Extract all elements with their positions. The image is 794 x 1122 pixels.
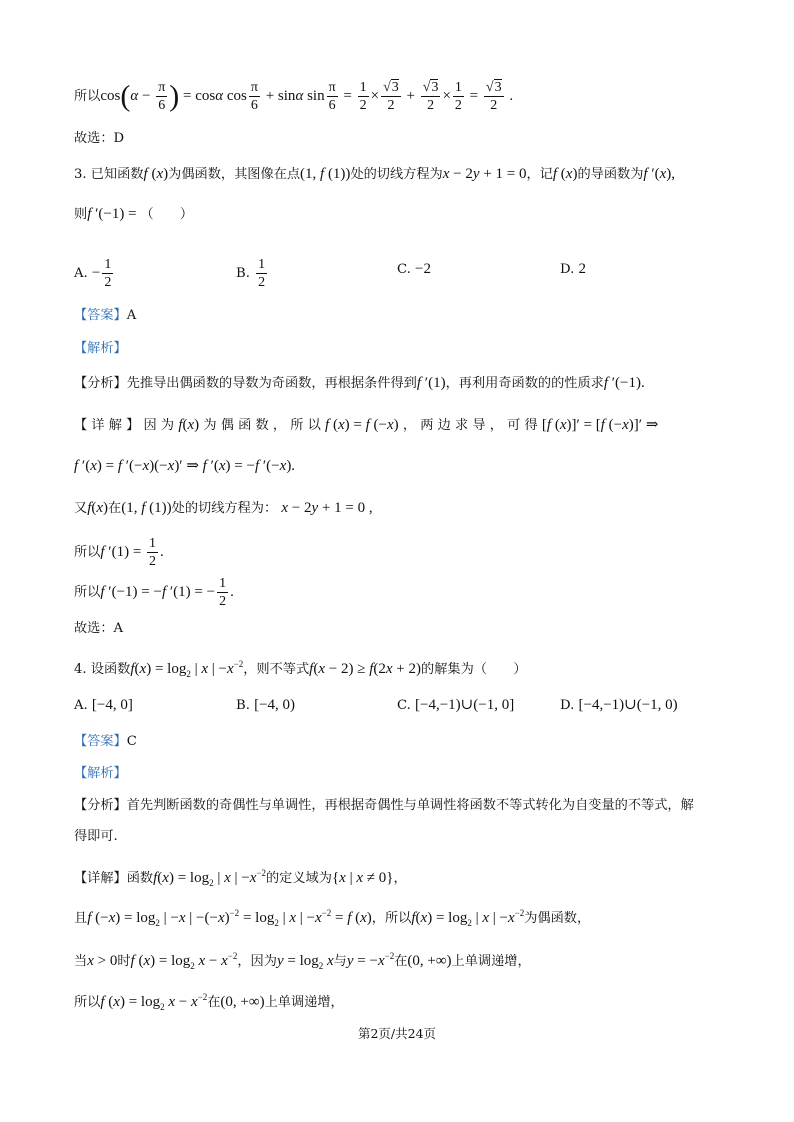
detail-a: 函数 bbox=[126, 871, 154, 886]
even-eq: f (x) = f (−x) bbox=[325, 417, 399, 433]
q3-option-d[interactable] bbox=[560, 258, 586, 281]
q4-answer bbox=[74, 731, 734, 753]
q4-text-c: 的解集为（ ） bbox=[421, 662, 527, 677]
q4-detail-3 bbox=[74, 945, 734, 977]
interval: (0, +∞) bbox=[407, 953, 452, 969]
answer-tag: 【答案】 bbox=[74, 734, 127, 749]
y-log: $y = \log_2 x$ bbox=[276, 953, 334, 971]
q3-text-a: 已知函数 bbox=[90, 167, 144, 182]
l2a: 且 bbox=[74, 911, 88, 926]
option-value: −2 bbox=[415, 261, 431, 277]
detail-a: 因 为 bbox=[143, 418, 175, 433]
option-label: C. bbox=[397, 698, 411, 713]
fx-again: $f(x) = \log_2$ | x | $-x^{-2}$ bbox=[411, 908, 525, 928]
q4-option-c[interactable] bbox=[397, 694, 514, 717]
page-footer: 第2页/共24页 bbox=[357, 1026, 437, 1041]
q3-fx: f (x) bbox=[143, 166, 169, 182]
q3-paren: （ ） bbox=[140, 207, 194, 222]
domain-set: {x | x ≠ 0} bbox=[331, 870, 394, 886]
q3-detail-1 bbox=[74, 414, 734, 437]
option-value: − $\frac{1}{2}$ bbox=[91, 257, 112, 290]
l4b: 在 bbox=[207, 995, 221, 1010]
option-label: B. bbox=[236, 698, 250, 713]
pt-m: (1, f (1)) bbox=[121, 500, 172, 516]
fenxi-text-a: 先推导出偶函数的导数为奇函数，再根据条件得到 bbox=[126, 376, 417, 391]
q3-fx2: f (x) bbox=[552, 166, 578, 182]
q3-detail-2 bbox=[74, 455, 734, 478]
l3d: 与 bbox=[333, 954, 347, 969]
y-pow: $y = -x^{-2}$ bbox=[346, 951, 395, 969]
text-prefix: 所以 bbox=[74, 89, 101, 104]
q4-option-a[interactable] bbox=[74, 694, 133, 717]
q4-number: 4. bbox=[74, 662, 87, 677]
q3-analysis-tag bbox=[74, 338, 734, 360]
cos-identity-line bbox=[74, 74, 734, 119]
option-value: $\frac{1}{2}$ bbox=[258, 257, 266, 290]
option-label: D. bbox=[560, 698, 575, 713]
fx-math: f(x) bbox=[178, 417, 200, 433]
you-c: 处的切线方程为： bbox=[171, 501, 278, 516]
q4-option-d[interactable] bbox=[560, 694, 678, 717]
q3-option-c[interactable] bbox=[397, 258, 431, 281]
option-value: [−4,−1)∪(−1, 0) bbox=[578, 697, 678, 713]
q4-fenxi bbox=[74, 795, 734, 817]
option-label: B. bbox=[236, 265, 250, 281]
fp1-m: f ′(1) = $\frac{1}{2}$ . bbox=[100, 536, 164, 570]
option-label: D. bbox=[560, 262, 575, 277]
q3-text-e: 的导函数为 bbox=[577, 167, 644, 182]
l3f: 上单调递增， bbox=[451, 954, 531, 969]
q3-detail-3 bbox=[74, 497, 734, 520]
interval2: (0, +∞) bbox=[220, 994, 265, 1010]
answer-value: C bbox=[126, 734, 137, 749]
so-a: 所以 bbox=[74, 545, 101, 560]
l3c: ，因为 bbox=[237, 954, 277, 969]
q3-text-d: ，记 bbox=[526, 167, 553, 182]
fprime-neg1: f ′(−1). bbox=[603, 375, 645, 391]
even-proof: f $(-x) = \log_2$ | −x | $-(-x)^{-2} = \log_2$ | x | $-x^{-2} = f$ (x) bbox=[87, 908, 372, 928]
l4c: 上单调递增， bbox=[264, 995, 344, 1010]
q3-number: 3. bbox=[74, 167, 87, 182]
l2c: 为偶函数， bbox=[524, 911, 591, 926]
q3-detail-4 bbox=[74, 534, 734, 571]
q3-option-b[interactable] bbox=[236, 256, 269, 291]
answer-choice-d: 故选：D bbox=[74, 131, 125, 146]
q4-fenxi-2: 得即可. bbox=[74, 829, 118, 844]
q4-text-b: ，则不等式 bbox=[243, 662, 310, 677]
deriv-chain: f ′(x) = f ′(−x)(−x)′ ⇒ f ′(x) = −f ′(−x). bbox=[74, 458, 296, 474]
q3-fenxi bbox=[74, 372, 734, 395]
analysis-tag: 【解析】 bbox=[74, 766, 127, 781]
tan-m: x − 2y + 1 = 0 , bbox=[281, 500, 373, 516]
option-label: A. bbox=[74, 265, 88, 281]
option-value: [−4,−1)∪(−1, 0] bbox=[415, 697, 515, 713]
q4-detail-4 bbox=[74, 986, 734, 1018]
x-pos: x > 0 bbox=[87, 953, 118, 969]
option-label: C. bbox=[397, 262, 411, 277]
l3e: 在 bbox=[394, 954, 408, 969]
q3-point: (1, f (1)) bbox=[300, 166, 351, 182]
fenxi-text-b: ，再利用奇函数的的性质求 bbox=[445, 376, 604, 391]
l4a: 所以 bbox=[74, 995, 101, 1010]
option-value: [−4, 0) bbox=[254, 697, 296, 713]
cos-formula: cos(α − $\frac{\pi}{6}$ ) = cosα cos $\frac{\pi}{6}$ + sinα sin $\frac{\pi}{6}$ = $\frac{1}{2}$ × $\frac{√3}{2}$ + $\frac{√3}{2}$ × $\frac{1}{2}$ = $\frac{√3}{2}$ . bbox=[100, 79, 514, 114]
fenxi-text: 首先判断函数的奇偶性与单调性，再根据奇偶性与单调性将函数不等式转化为自变量的不等式，解 bbox=[126, 798, 694, 813]
answer-value: A bbox=[126, 308, 137, 323]
fx-pos2: f $(x) = \log_2 x - x^{-2}$ bbox=[100, 992, 208, 1012]
fenxi-tag: 【分析】 bbox=[74, 376, 127, 391]
q3-text-b: 为偶函数，其图像在点 bbox=[168, 167, 301, 182]
q3-tangent: x − 2y + 1 = 0 bbox=[442, 166, 527, 182]
q4-detail-1: 【详解】函数$f(x) = \log_2$ | x | $-x^{-2}$的定义域为{x | x ≠ 0}， bbox=[74, 868, 407, 888]
option-label: A. bbox=[74, 698, 88, 713]
detail-b: 的定义域为 bbox=[266, 871, 332, 886]
fpn1-m: f ′(−1) = −f ′(1) = − $\frac{1}{2}$ . bbox=[100, 576, 234, 610]
detail-tag: 【 详 解 】 bbox=[74, 418, 140, 433]
q4-fx: $f(x) = \log_2$ | x | $-x^{-2}$ bbox=[130, 659, 244, 679]
deriv-eq: [f (x)]′ = [f (−x)]′ ⇒ bbox=[541, 417, 659, 433]
so-b: 所以 bbox=[74, 585, 101, 600]
detail-c: ， 两 边 求 导 ， 可 得 bbox=[402, 418, 538, 433]
q3-option-a[interactable] bbox=[74, 256, 115, 291]
q3-text-f: 则 bbox=[74, 207, 88, 222]
q3-choice: 故选：A bbox=[74, 621, 124, 636]
q3-text-c: 处的切线方程为 bbox=[350, 167, 443, 182]
option-value: 2 bbox=[578, 261, 586, 277]
l2b: ，所以 bbox=[371, 911, 412, 926]
q3-stem-2 bbox=[74, 203, 734, 226]
you-b: 在 bbox=[108, 501, 122, 516]
fx-m: f(x) bbox=[87, 500, 109, 516]
q3-answer bbox=[74, 305, 734, 327]
q4-text-a: 设函数 bbox=[90, 662, 131, 677]
l3b: 时 bbox=[117, 954, 131, 969]
fprime-1: f ′(1) bbox=[416, 375, 446, 391]
q4-stem bbox=[74, 653, 734, 685]
q3-detail-5 bbox=[74, 574, 734, 611]
q4-ineq: f(x − 2) ≥ f(2x + 2) bbox=[309, 661, 422, 677]
q4-analysis-tag bbox=[74, 763, 734, 785]
detail-b: 为 偶 函 数 ， 所 以 bbox=[203, 418, 321, 433]
q3-fprime: f ′(x), bbox=[643, 166, 676, 182]
answer-tag: 【答案】 bbox=[74, 308, 127, 323]
fx-pos: f $(x) = \log_2 x - x^{-2}$ bbox=[130, 951, 238, 971]
q4-fx-def: $f(x) = \log_2$ | x | $-x^{-2}$ bbox=[153, 868, 266, 888]
l3a: 当 bbox=[74, 954, 88, 969]
q3-fprime-neg1: f ′(−1) = bbox=[87, 206, 141, 222]
option-value: [−4, 0] bbox=[91, 697, 133, 713]
q4-option-b[interactable] bbox=[236, 694, 295, 717]
you-a: 又 bbox=[74, 501, 88, 516]
fenxi-tag: 【分析】 bbox=[74, 798, 127, 813]
analysis-tag: 【解析】 bbox=[74, 341, 127, 356]
detail-tag: 【详解】 bbox=[74, 871, 127, 886]
q4-detail-2 bbox=[74, 902, 734, 934]
q3-stem bbox=[74, 163, 734, 186]
